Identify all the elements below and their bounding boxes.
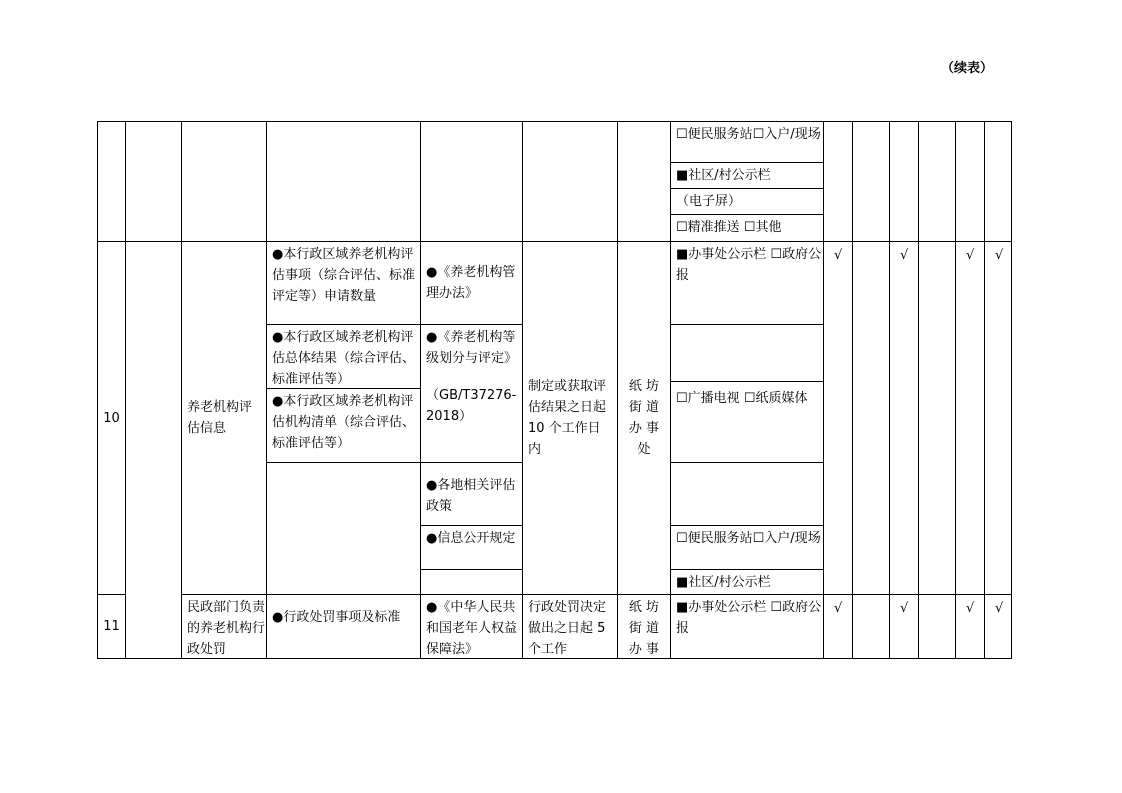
basis-cell: ●《养老机构管理办法》 (426, 265, 516, 301)
check-mark: √ (900, 601, 909, 616)
channel-cell: ☐便民服务站☐入户/现场 (676, 531, 821, 546)
channel-cell: ☐广播电视 ☐纸质媒体 (676, 391, 808, 406)
channel-cell: （电子屏） (676, 194, 742, 209)
row-number: 10 (103, 410, 120, 426)
check-mark: √ (900, 248, 909, 263)
content-cell: ●行政处罚事项及标准 (272, 610, 401, 625)
check-mark: √ (834, 248, 843, 263)
content-cell: ●本行政区域养老机构评估机构清单（综合评估、标准评估等） (272, 394, 416, 451)
basis-cell: ●《养老机构等级划分与评定》 （GB/T37276-2018） (426, 330, 518, 424)
item-name: 养老机构评估信息 (187, 400, 253, 436)
check-mark: √ (995, 601, 1004, 616)
deadline-cell: 制定或获取评估结果之日起 10 个工作日内 (528, 379, 607, 457)
check-mark: √ (966, 248, 975, 263)
row-number: 11 (103, 619, 120, 634)
subject-cell: 纸 坊 街 道 办 事 (628, 600, 660, 657)
channel-cell: ■办事处公示栏 ☐政府公报 (676, 247, 822, 283)
content-cell: ●本行政区域养老机构评估事项（综合评估、标准评定等）申请数量 (272, 247, 416, 304)
channel-cell: ☐精准推送 ☐其他 (676, 220, 782, 235)
check-mark: √ (834, 601, 843, 616)
basis-cell: ●《中华人民共和国老年人权益保障法》 (426, 600, 518, 657)
check-mark: √ (995, 248, 1004, 263)
content-cell: ●本行政区域养老机构评估总体结果（综合评估、标准评估等） (272, 330, 416, 387)
check-mark: √ (966, 601, 975, 616)
channel-cell: ■社区/村公示栏 (676, 168, 771, 183)
subject-cell: 纸 坊 街 道 办 事 处 (628, 379, 660, 457)
item-name: 民政部门负责的养老机构行政处罚 (187, 600, 266, 657)
channel-cell: ☐便民服务站☐入户/现场 (676, 127, 821, 142)
channel-cell: ■办事处公示栏 ☐政府公报 (676, 600, 822, 636)
continued-label: （续表） (941, 61, 994, 76)
deadline-cell: 行政处罚决定做出之日起 5 个工作 (528, 600, 607, 657)
basis-cell: ●信息公开规定 (426, 531, 516, 546)
channel-cell: ■社区/村公示栏 (676, 575, 771, 590)
basis-cell: ●各地相关评估政策 (426, 478, 516, 514)
